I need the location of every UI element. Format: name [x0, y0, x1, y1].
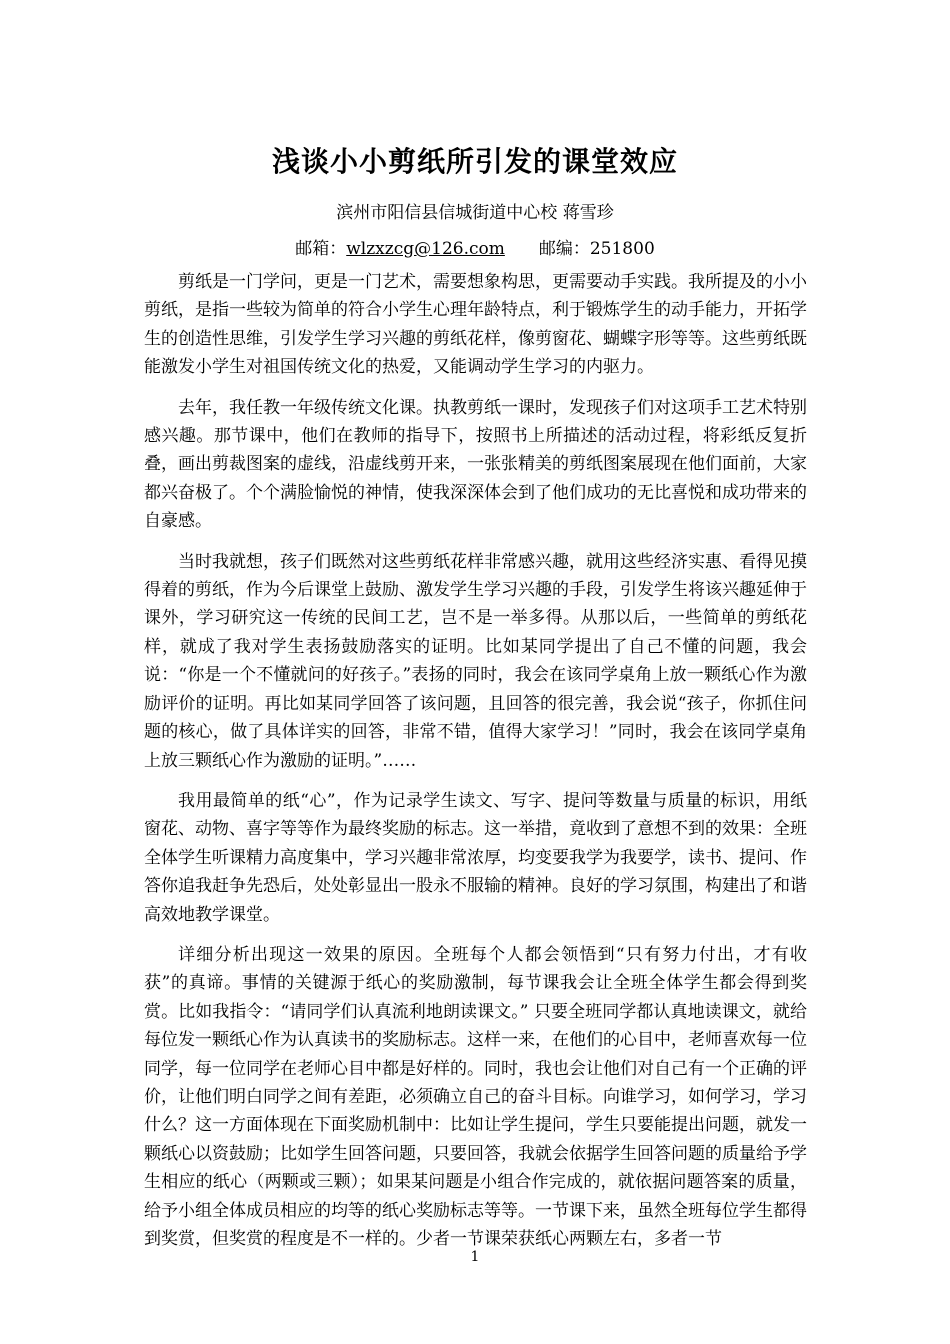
document-title: 浅谈小小剪纸所引发的课堂效应 — [271, 145, 678, 178]
postcode-value: 251800 — [589, 239, 655, 259]
paragraph: 我用最简单的纸“心”，作为记录学生读文、写字、提问等数量与质量的标识，用纸窗花、动物、喜字等等作为最终奖励的标志。这一举措，竟收到了意想不到的效果：全班全体学生听课精力高度集中，学习兴趣非常浓厚，均变要我学为我要学，读书、提问、作答你追我赶争先恐后，处处彰显出一股永不服输的精神。良好的学习氛围，构建出了和谐高效地教学课堂。 — [144, 790, 807, 925]
author-line: 滨州市阳信县信城街道中心校 蒋雪珍 — [336, 203, 614, 223]
paragraph: 去年，我任教一年级传统文化课。执教剪纸一课时，发现孩子们对这项手工艺术特别感兴趣。那节课中，他们在教师的指导下，按照书上所描述的活动过程，将彩纸反复折叠，画出剪裁图案的虚线，沿虚线剪开来，一张张精美的剪纸图案展现在他们面前，大家都兴奋极了。个个满脸愉悦的神情，使我深深体会到了他们成功的无比喜悦和成功带来的自豪感。 — [144, 397, 807, 532]
document-body — [144, 268, 807, 1265]
paragraph: 详细分析出现这一效果的原因。全班每个人都会领悟到“只有努力付出，才有收获”的真谛。事情的关键源于纸心的奖励激制，每节课我会让全班全体学生都会得到奖赏。比如我指令：“请同学们认真流利地朗读课文。” 只要全班同学都认真地读课文，就给每位发一颗纸心作为认真读书的奖励标志。这样一来，在他们的心目中，老师喜欢每一位同学，每一位同学在老师心目中都是好样的。同时，我也会让他们对自己有一个正确的评价，让他们明白同学之间有差距，必须确立自己的奋斗目标。向谁学习，如何学习，学习什么？这一方面体现在下面奖励机制中：比如让学生提问，学生只要能提出问题，就发一颗纸心以资鼓励；比如学生回答问题，只要回答，我就会依据学生回答问题的质量给予学生相应的纸心（两颗或三颗）；如果某问题是小组合作完成的，就依据问题答案的质量，给予小组全体成员相应的均等的纸心奖励标志等等。一节课下来，虽然全班每位学生都得到奖赏，但奖赏的程度是不一样的。少者一节课荣获纸心两颗左右，多者一节 — [144, 944, 807, 1249]
contact-line — [0, 236, 950, 262]
postcode-label: 邮编： — [538, 239, 590, 259]
email-label: 邮箱： — [295, 239, 347, 259]
paragraph: 剪纸是一门学问，更是一门艺术，需要想象构思，更需要动手实践。我所提及的小小剪纸，是指一些较为简单的符合小学生心理年龄特点，利于锻炼学生的动手能力，开拓学生的创造性思维，引发学生学习兴趣的剪纸花样，像剪窗花、蝴蝶字形等等。这些剪纸既能激发小学生对祖国传统文化的热爱，又能调动学生学习的内驱力。 — [144, 272, 807, 378]
page-number: 1 — [470, 1249, 480, 1265]
email-link[interactable]: wlzxzcg@126.com — [346, 239, 505, 259]
paragraph: 当时我就想，孩子们既然对这些剪纸花样非常感兴趣，就用这些经济实惠、看得见摸得着的剪纸，作为今后课堂上鼓励、激发学生学习兴趣的手段，引发学生将该兴趣延伸于课外，学习研究这一传统的民间工艺，岂不是一举多得。从那以后，一些简单的剪纸花样，就成了我对学生表扬鼓励落实的证明。比如某同学提出了自己不懂的问题，我会说：“你是一个不懂就问的好孩子。”表扬的同时，我会在该同学桌角上放一颗纸心作为激励评价的证明。再比如某同学回答了该问题，且回答的很完善，我会说“孩子，你抓住问题的核心，做了具体详实的回答，非常不错，值得大家学习！”同时，我会在该同学桌角上放三颗纸心作为激励的证明。”…… — [144, 551, 807, 771]
